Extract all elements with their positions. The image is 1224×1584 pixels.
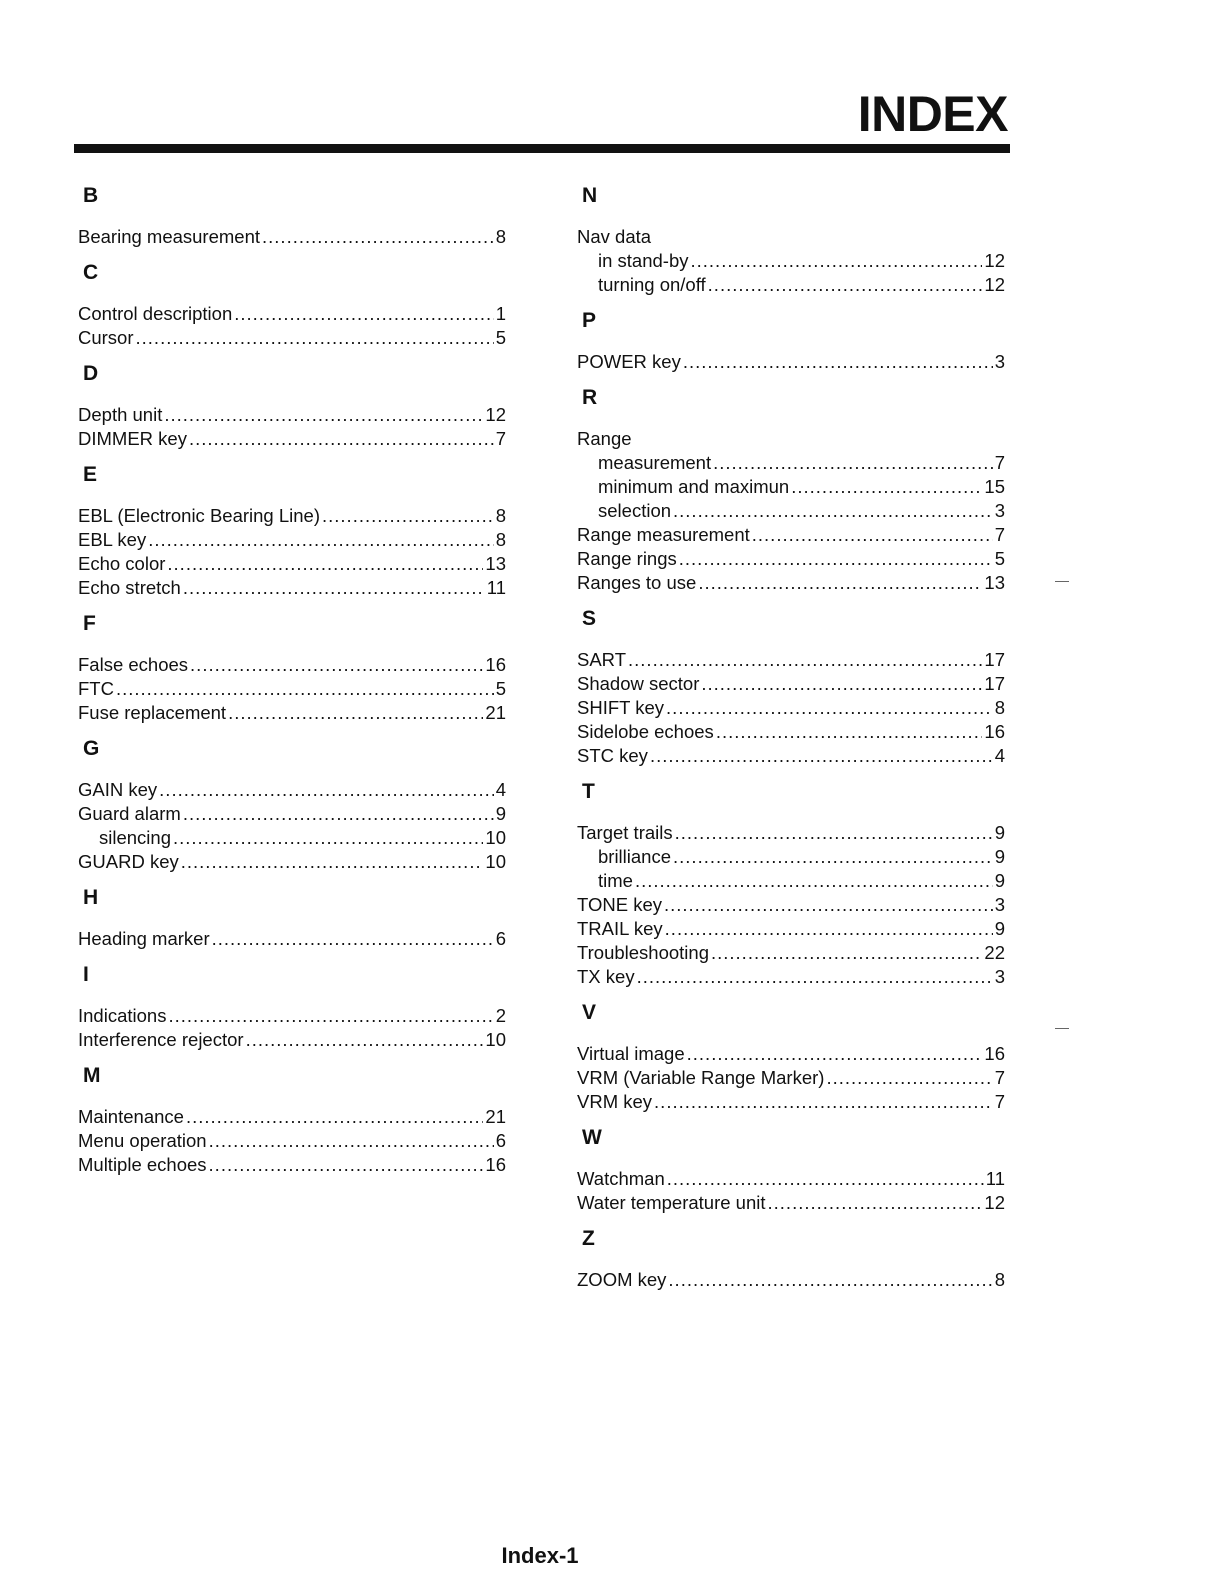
entry-label: time [598, 870, 633, 891]
dot-leader [190, 653, 483, 677]
dot-leader [673, 845, 993, 869]
entry-label: Bearing measurement [78, 226, 261, 247]
index-entry [577, 965, 1005, 989]
index-column-left [78, 172, 506, 1177]
dot-leader [183, 802, 494, 826]
entry-label: turning on/off [598, 274, 706, 295]
entry-page-number: 9 [994, 822, 1005, 843]
entry-label: VRM key [577, 1091, 653, 1112]
index-subentry [577, 845, 1005, 869]
entry-page-number: 7 [495, 428, 506, 449]
dot-leader [116, 677, 494, 701]
index-section-c [78, 259, 506, 350]
entry-label: TONE key [577, 894, 662, 915]
index-entry [577, 720, 1005, 744]
index-section-e [78, 461, 506, 600]
entry-label: False echoes [78, 654, 189, 675]
index-section-b [78, 182, 506, 249]
entry-page-number: 3 [994, 894, 1005, 915]
entry-label: VRM (Variable Range Marker) [577, 1067, 825, 1088]
dot-leader [168, 1004, 493, 1028]
margin-mark [1055, 581, 1069, 582]
index-entry [577, 1191, 1005, 1215]
dot-leader [713, 451, 993, 475]
dot-leader [791, 475, 982, 499]
index-subentry [577, 249, 1005, 273]
entry-label: Sidelobe echoes [577, 721, 714, 742]
section-letter: R [582, 386, 598, 409]
entry-page-number: 1 [495, 303, 506, 324]
entry-label: FTC [78, 678, 114, 699]
entry-page-number: 8 [495, 226, 506, 247]
entry-label: Ranges to use [577, 572, 697, 593]
dot-leader [675, 821, 993, 845]
index-column-right [577, 172, 1005, 1292]
section-letter: B [83, 184, 99, 207]
dot-leader [666, 696, 993, 720]
index-entry [78, 802, 506, 826]
entry-label: EBL key [78, 529, 147, 550]
index-entry [78, 653, 506, 677]
index-entry [78, 778, 506, 802]
entry-label: selection [598, 500, 672, 521]
entry-page-number: 11 [985, 1168, 1005, 1189]
dot-leader [698, 571, 982, 595]
index-entry [577, 1090, 1005, 1114]
index-section-r [577, 384, 1005, 595]
index-section-p [577, 307, 1005, 374]
dot-leader [637, 965, 993, 989]
dot-leader [664, 893, 993, 917]
entry-page-number: 12 [485, 404, 506, 425]
entry-page-number: 3 [994, 351, 1005, 372]
index-entry [78, 1105, 506, 1129]
index-entry [78, 403, 506, 427]
entry-page-number: 8 [495, 529, 506, 550]
entry-page-number: 13 [485, 553, 506, 574]
index-entry [78, 1004, 506, 1028]
entry-page-number: 9 [994, 846, 1005, 867]
dot-leader [635, 869, 993, 893]
dot-leader [148, 528, 493, 552]
index-entry [577, 1066, 1005, 1090]
index-entry [577, 350, 1005, 374]
entry-page-number: 9 [994, 870, 1005, 891]
entry-label: Echo color [78, 553, 166, 574]
dot-leader [673, 499, 993, 523]
index-entry [78, 850, 506, 874]
entry-page-number: 12 [984, 1192, 1005, 1213]
entry-label: Heading marker [78, 928, 210, 949]
index-subentry [577, 273, 1005, 297]
entry-page-number: 3 [994, 500, 1005, 521]
index-entry [78, 701, 506, 725]
page-title: INDEX [857, 86, 1008, 142]
index-entry [577, 1167, 1005, 1191]
index-entry [78, 927, 506, 951]
entry-label: Fuse replacement [78, 702, 227, 723]
entry-page-number: 10 [485, 851, 506, 872]
page-number: Index-1 [501, 1543, 579, 1568]
entry-label: Maintenance [78, 1106, 184, 1127]
index-entry [78, 677, 506, 701]
entry-label: Nav data [577, 226, 652, 247]
section-letter: D [83, 362, 99, 385]
dot-leader [683, 350, 993, 374]
index-subentry [577, 475, 1005, 499]
index-entry [577, 821, 1005, 845]
dot-leader [228, 701, 483, 725]
index-entry [78, 1153, 506, 1177]
entry-label: POWER key [577, 351, 681, 372]
dot-leader [679, 547, 993, 571]
entry-page-number: 16 [984, 721, 1005, 742]
entry-page-number: 12 [984, 250, 1005, 271]
index-section-i [78, 961, 506, 1052]
entry-page-number: 21 [485, 702, 506, 723]
margin-mark [1055, 1028, 1069, 1029]
entry-page-number: 4 [994, 745, 1005, 766]
index-entry [577, 571, 1005, 595]
entry-label: Indications [78, 1005, 167, 1026]
dot-leader [716, 720, 983, 744]
dot-leader [691, 249, 983, 273]
entry-page-number: 9 [994, 918, 1005, 939]
entry-page-number: 15 [984, 476, 1005, 497]
dot-leader [650, 744, 993, 768]
entry-page-number: 11 [486, 577, 506, 598]
section-letter: W [582, 1126, 602, 1149]
index-entry [577, 427, 1005, 451]
entry-page-number: 7 [994, 1067, 1005, 1088]
index-entry [577, 941, 1005, 965]
entry-label: SHIFT key [577, 697, 665, 718]
entry-label: STC key [577, 745, 648, 766]
entry-page-number: 12 [984, 274, 1005, 295]
dot-leader [667, 1167, 984, 1191]
entry-label: Watchman [577, 1168, 665, 1189]
section-letter: M [83, 1064, 101, 1087]
entry-label: Control description [78, 303, 233, 324]
entry-page-number: 7 [994, 452, 1005, 473]
section-letter: G [83, 737, 100, 760]
entry-label: TX key [577, 966, 635, 987]
section-letter: V [582, 1001, 597, 1024]
dot-leader [262, 225, 494, 249]
entry-label: Guard alarm [78, 803, 181, 824]
entry-label: minimum and maximun [598, 476, 790, 497]
section-letter: E [83, 463, 98, 486]
entry-page-number: 17 [984, 673, 1005, 694]
dot-leader [209, 1129, 494, 1153]
entry-label: TRAIL key [577, 918, 663, 939]
dot-leader [668, 1268, 992, 1292]
dot-leader [701, 672, 982, 696]
index-section-z [577, 1225, 1005, 1292]
index-subentry [78, 826, 506, 850]
section-letter: Z [582, 1227, 595, 1250]
dot-leader [186, 1105, 483, 1129]
index-subentry [577, 499, 1005, 523]
dot-leader [212, 927, 494, 951]
dot-leader [183, 576, 485, 600]
index-entry [577, 893, 1005, 917]
entry-label: DIMMER key [78, 428, 187, 449]
entry-label: in stand-by [598, 250, 689, 271]
entry-page-number: 5 [495, 678, 506, 699]
entry-page-number: 2 [495, 1005, 506, 1026]
dot-leader [768, 1191, 983, 1215]
index-section-w [577, 1124, 1005, 1215]
entry-page-number: 7 [994, 1091, 1005, 1112]
index-section-v [577, 999, 1005, 1114]
index-entry [577, 648, 1005, 672]
index-entry [577, 744, 1005, 768]
dot-leader [246, 1028, 484, 1052]
entry-label: Depth unit [78, 404, 163, 425]
entry-label: ZOOM key [577, 1269, 667, 1290]
dot-leader [826, 1066, 992, 1090]
index-section-f [78, 610, 506, 725]
dot-leader [628, 648, 982, 672]
index-subentry [577, 869, 1005, 893]
entry-page-number: 9 [495, 803, 506, 824]
entry-label: Target trails [577, 822, 673, 843]
dot-leader [181, 850, 484, 874]
section-letter: C [83, 261, 99, 284]
index-entry [78, 1028, 506, 1052]
index-section-g [78, 735, 506, 874]
entry-label: Range [577, 428, 632, 449]
index-entry [78, 225, 506, 249]
dot-leader [708, 273, 983, 297]
entry-label: Troubleshooting [577, 942, 709, 963]
dot-leader [167, 552, 483, 576]
entry-page-number: 5 [495, 327, 506, 348]
index-section-m [78, 1062, 506, 1177]
dot-leader [322, 504, 494, 528]
index-entry [78, 427, 506, 451]
index-subentry [577, 451, 1005, 475]
entry-page-number: 7 [994, 524, 1005, 545]
title-rule [74, 144, 1010, 153]
entry-page-number: 16 [485, 1154, 506, 1175]
index-entry [577, 672, 1005, 696]
entry-label: Echo stretch [78, 577, 181, 598]
entry-page-number: 16 [485, 654, 506, 675]
entry-label: Range rings [577, 548, 677, 569]
section-letter: S [582, 607, 597, 630]
dot-leader [234, 302, 493, 326]
entry-label: Shadow sector [577, 673, 700, 694]
entry-label: Virtual image [577, 1043, 685, 1064]
index-entry [78, 576, 506, 600]
index-entry [78, 552, 506, 576]
entry-label: silencing [99, 827, 171, 848]
entry-label: GAIN key [78, 779, 158, 800]
entry-page-number: 8 [495, 505, 506, 526]
entry-page-number: 10 [485, 827, 506, 848]
section-letter: N [582, 184, 598, 207]
dot-leader [173, 826, 483, 850]
entry-page-number: 10 [485, 1029, 506, 1050]
entry-label: brilliance [598, 846, 672, 867]
index-entry [78, 504, 506, 528]
dot-leader [136, 326, 494, 350]
dot-leader [164, 403, 483, 427]
dot-leader [711, 941, 982, 965]
entry-label: EBL (Electronic Bearing Line) [78, 505, 320, 526]
entry-page-number: 6 [495, 928, 506, 949]
index-section-h [78, 884, 506, 951]
entry-page-number: 13 [984, 572, 1005, 593]
section-letter: I [83, 963, 89, 986]
entry-label: SART [577, 649, 627, 670]
entry-page-number: 6 [495, 1130, 506, 1151]
entry-page-number: 8 [994, 1269, 1005, 1290]
dot-leader [654, 1090, 993, 1114]
dot-leader [189, 427, 494, 451]
entry-page-number: 22 [984, 942, 1005, 963]
section-letter: F [83, 612, 96, 635]
entry-label: Cursor [78, 327, 134, 348]
section-letter: H [83, 886, 99, 909]
index-section-d [78, 360, 506, 451]
index-entry [577, 225, 1005, 249]
entry-page-number: 16 [984, 1043, 1005, 1064]
dot-leader [687, 1042, 983, 1066]
entry-label: Interference rejector [78, 1029, 244, 1050]
entry-page-number: 5 [994, 548, 1005, 569]
dot-leader [209, 1153, 484, 1177]
index-section-s [577, 605, 1005, 768]
entry-page-number: 8 [994, 697, 1005, 718]
dot-leader [665, 917, 993, 941]
index-entry [78, 528, 506, 552]
index-entry [78, 1129, 506, 1153]
entry-label: Water temperature unit [577, 1192, 766, 1213]
dot-leader [159, 778, 494, 802]
index-entry [78, 326, 506, 350]
section-letter: T [582, 780, 595, 803]
index-entry [577, 917, 1005, 941]
index-section-n [577, 182, 1005, 297]
index-entry [577, 547, 1005, 571]
index-entry [78, 302, 506, 326]
entry-page-number: 3 [994, 966, 1005, 987]
entry-page-number: 4 [495, 779, 506, 800]
entry-page-number: 17 [984, 649, 1005, 670]
index-entry [577, 523, 1005, 547]
entry-page-number: 21 [485, 1106, 506, 1127]
index-entry [577, 1042, 1005, 1066]
entry-label: Multiple echoes [78, 1154, 207, 1175]
index-entry [577, 1268, 1005, 1292]
dot-leader [752, 523, 993, 547]
entry-label: Range measurement [577, 524, 750, 545]
entry-label: measurement [598, 452, 712, 473]
section-letter: P [582, 309, 597, 332]
index-entry [577, 696, 1005, 720]
entry-label: Menu operation [78, 1130, 207, 1151]
index-section-t [577, 778, 1005, 989]
entry-label: GUARD key [78, 851, 179, 872]
